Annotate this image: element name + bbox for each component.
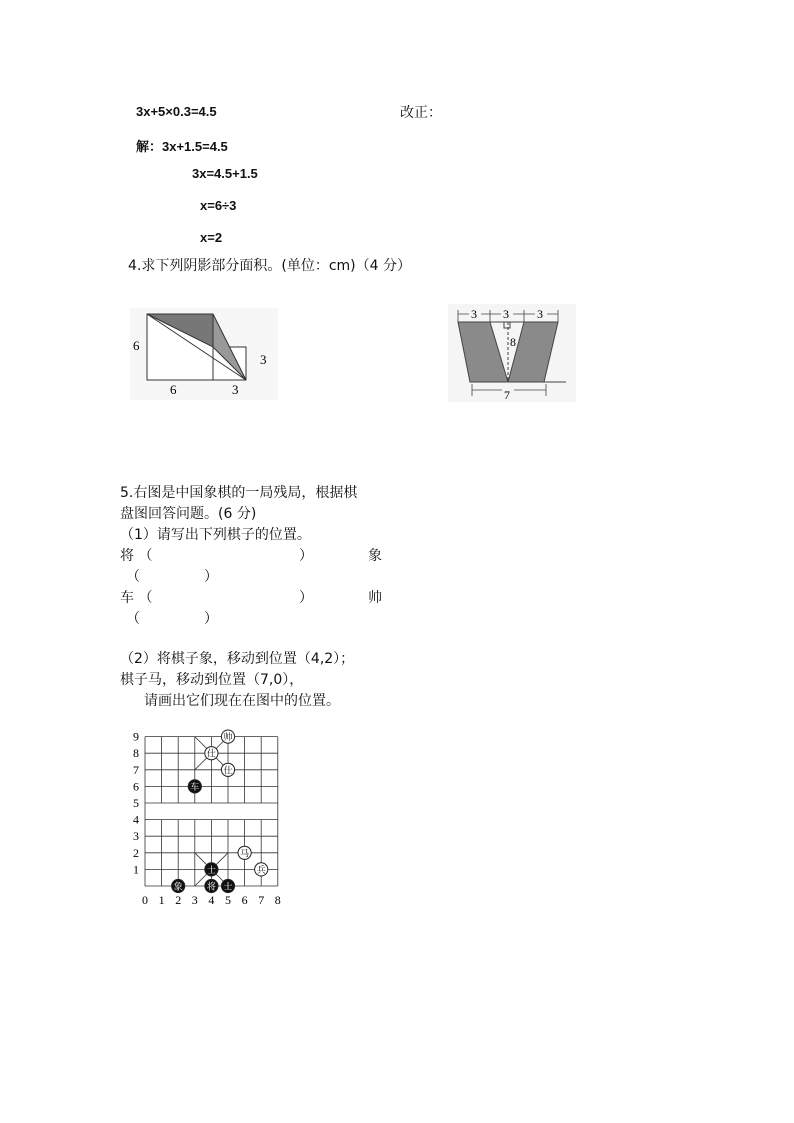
piece-label: 仕	[223, 766, 233, 777]
piece-label: 兵	[256, 865, 266, 876]
section5-title-1: 5.右图是中国象棋的一局残局，根据棋	[120, 485, 358, 501]
x-axis-label: 4	[208, 893, 215, 907]
piece-label: 马	[240, 849, 250, 860]
x-axis-label: 5	[225, 893, 231, 907]
q1-xiang-label: 象	[368, 548, 382, 564]
y-axis-label: 2	[133, 845, 139, 860]
xiangqi-board	[130, 728, 290, 908]
q1-prompt: （1）请写出下列棋子的位置。	[120, 527, 311, 543]
fig1-right-height: 3	[260, 352, 267, 367]
solve-line-1: 解：3x+1.5=4.5	[136, 139, 228, 154]
fig1-bottom-right: 3	[232, 382, 239, 397]
fig2-height: 8	[510, 335, 516, 349]
q1-shuai-open: （	[126, 611, 140, 627]
q1-shuai-label: 帅	[368, 590, 382, 606]
y-axis-label: 3	[133, 829, 139, 844]
fig1-left-height: 6	[133, 338, 140, 353]
x-axis-label: 3	[191, 893, 198, 907]
fig2-top-right: 3	[537, 307, 543, 321]
shaded-triangle-figure	[130, 308, 278, 400]
fig1-bottom-left: 6	[170, 382, 177, 397]
y-axis-label: 8	[133, 746, 139, 761]
piece-label: 士	[223, 882, 233, 893]
q1-jiang-label: 将 （	[120, 548, 153, 564]
q1-che-label: 车 （	[120, 590, 153, 606]
q1-shuai-close: ）	[204, 611, 218, 627]
q2-line-3: 请画出它们现在在图中的位置。	[144, 693, 340, 709]
y-axis-label: 9	[133, 729, 139, 744]
fig2-top-mid: 3	[503, 307, 509, 321]
piece-label: 帅	[223, 733, 233, 744]
x-axis-label: 1	[158, 893, 165, 907]
x-axis-label: 7	[258, 893, 265, 907]
y-axis-label: 5	[133, 796, 139, 810]
q2-line-1: （2）将棋子象，移动到位置（4,2）；	[120, 651, 355, 667]
solve-line-3: x=6÷3	[200, 198, 237, 213]
original-equation: 3x+5×0.3=4.5	[136, 104, 217, 119]
q1-che-close: ）	[299, 590, 313, 606]
shaded-v-figure	[448, 304, 576, 402]
piece-label: 将	[206, 882, 216, 893]
piece-label: 车	[190, 782, 200, 793]
y-axis-label: 6	[133, 779, 139, 794]
solve-line-4: x=2	[200, 230, 223, 245]
y-axis-label: 4	[133, 812, 139, 827]
y-axis-label: 7	[133, 762, 139, 777]
q1-xiang-open: （	[126, 569, 140, 585]
piece-label: 象	[173, 882, 183, 893]
q1-jiang-close: ）	[299, 548, 313, 564]
section4-title: 4.求下列阴影部分面积。(单位：cm)（4 分）	[128, 258, 411, 274]
piece-label: 士	[206, 865, 216, 876]
piece-label: 仕	[206, 749, 216, 760]
q2-line-2: 棋子马，移动到位置（7,0），	[120, 672, 304, 688]
y-axis-label: 1	[133, 862, 139, 877]
q1-xiang-close: ）	[204, 569, 218, 585]
fig2-top-left: 3	[471, 307, 477, 321]
fig2-bottom: 7	[504, 388, 510, 402]
section5-title-2: 盘图回答问题。(6 分)	[120, 506, 257, 522]
x-axis-label: 6	[241, 893, 248, 907]
x-axis-label: 2	[175, 893, 182, 907]
correction-label: 改正：	[400, 105, 442, 121]
x-axis-label: 0	[142, 893, 148, 907]
solve-line-2: 3x=4.5+1.5	[192, 166, 258, 181]
x-axis-label: 8	[274, 893, 281, 907]
